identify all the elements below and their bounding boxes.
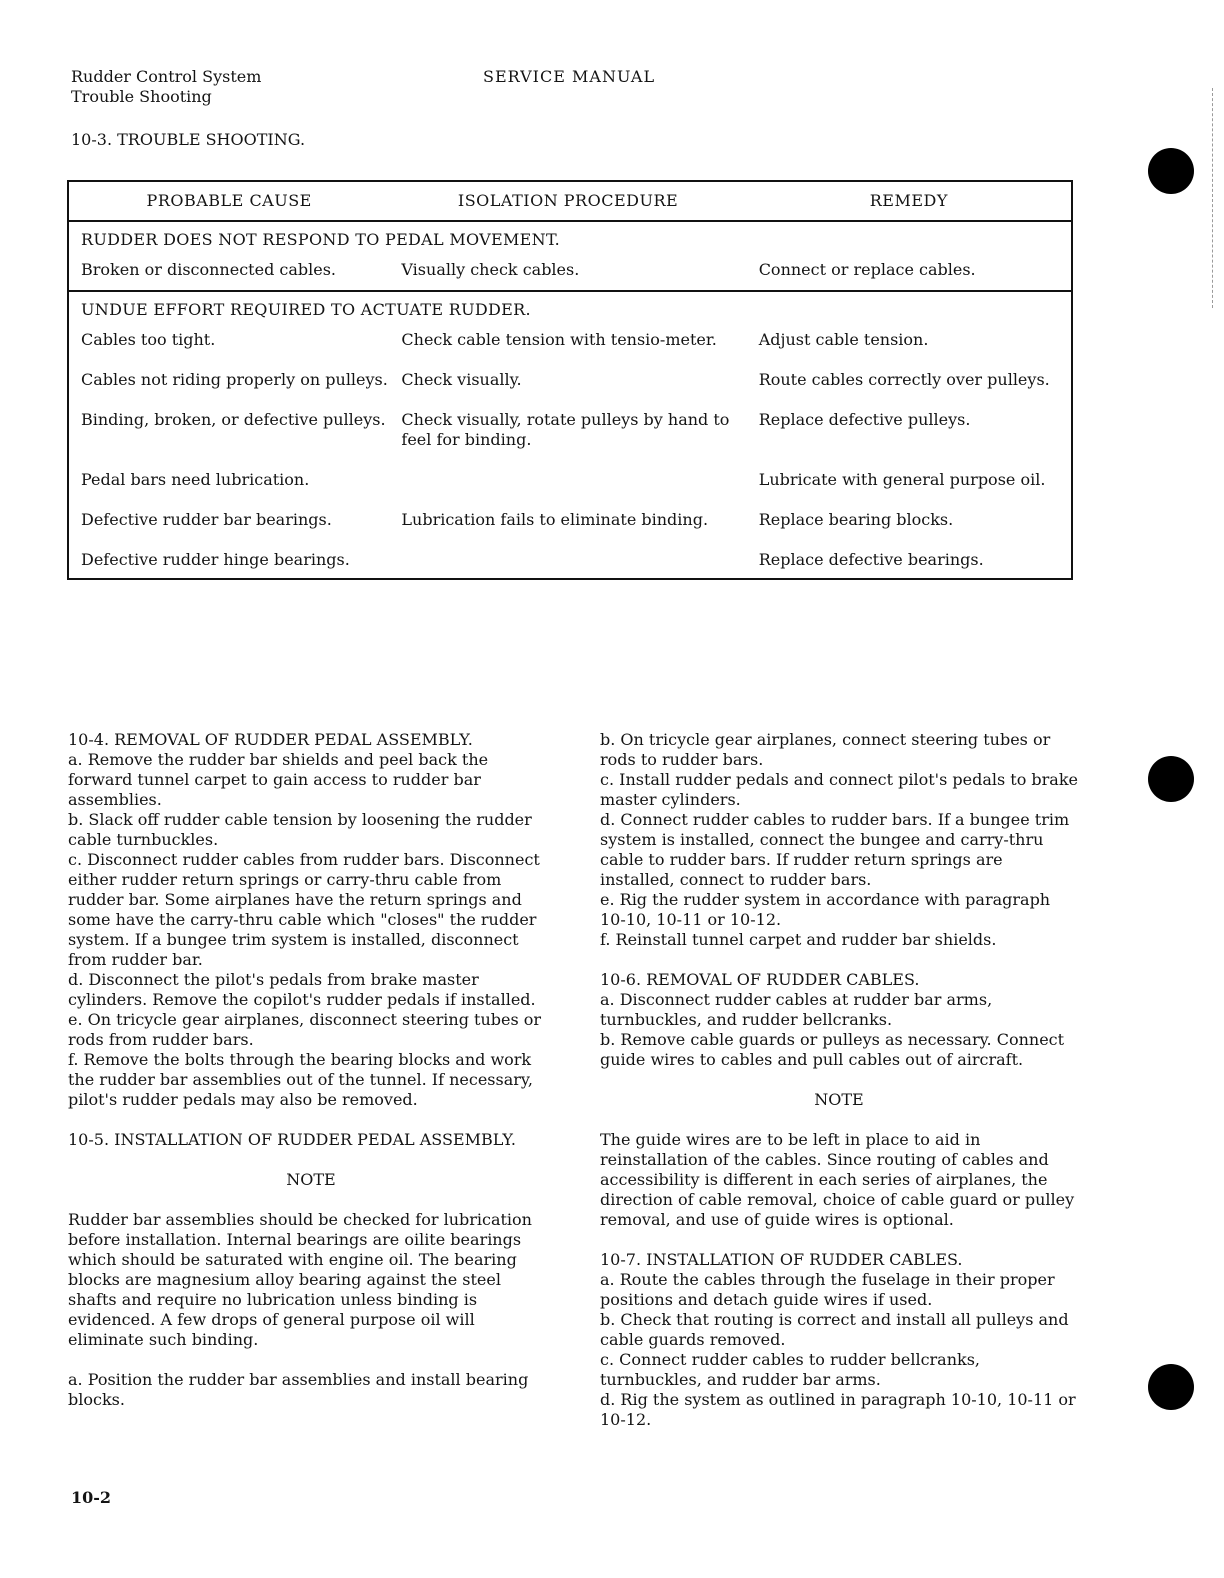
table-row: [68, 410, 1072, 470]
table-header-row: [68, 181, 1072, 221]
group-title: RUDDER DOES NOT RESPOND TO PEDAL MOVEMENT.: [81, 230, 560, 249]
section-title-trouble-shooting: 10-3. TROUBLE SHOOTING.: [71, 130, 306, 149]
table-row: [68, 370, 1072, 410]
table-row: [68, 260, 1072, 291]
heading-10-5: 10-5. INSTALLATION OF RUDDER PEDAL ASSEMBLY.: [68, 1130, 516, 1149]
table-row: [68, 330, 1072, 370]
cell-remedy: Connect or replace cables.: [747, 260, 1072, 291]
cell-cause: Cables too tight.: [81, 330, 216, 349]
cell-remedy: Replace defective bearings.: [758, 550, 984, 569]
cell-procedure: Check cable tension with tensio-meter.: [401, 330, 717, 349]
binder-margin-line: [1212, 88, 1214, 308]
cell-cause: Broken or disconnected cables.: [68, 260, 389, 291]
step-10-4-a: a. Remove the rudder bar shields and peel back the forward tunnel carpet to gain access to rudder bar assemblies.: [68, 750, 489, 809]
step-10-5-e: e. Rig the rudder system in accordance with paragraph 10-10, 10-11 or 10-12.: [600, 890, 1051, 929]
running-header-left: [71, 67, 261, 107]
note-body-10-5: Rudder bar assemblies should be checked for lubrication before installation. Internal bearings are oilite bearings which should be saturated with engine oil. The bearing blocks are magnesium alloy bearing against the steel shafts and require no lubrication unless binding is evidenced. A few drops of general purpose oil will eliminate such binding.: [68, 1210, 532, 1349]
step-10-5-d: d. Connect rudder cables to rudder bars. If a bungee trim system is installed, connect the bungee and carry-thru cable to rudder bars. If rudder return springs are installed, connect to rudder bars.: [600, 810, 1070, 889]
step-10-5-c: c. Install rudder pedals and connect pilot's pedals to brake master cylinders.: [600, 770, 1079, 809]
step-10-7-b: b. Check that routing is correct and install all pulleys and cable guards removed.: [600, 1310, 1069, 1349]
column-header-remedy: REMEDY: [747, 181, 1072, 221]
table-group-row: [68, 221, 1072, 260]
cell-procedure: [389, 470, 746, 510]
header-manual-title: SERVICE MANUAL: [483, 67, 656, 86]
cell-remedy: Replace bearing blocks.: [758, 510, 954, 529]
step-10-6-a: a. Disconnect rudder cables at rudder bar arms, turnbuckles, and rudder bellcranks.: [600, 990, 993, 1029]
cell-cause: Pedal bars need lubrication.: [81, 470, 310, 489]
cell-remedy: Lubricate with general purpose oil.: [758, 470, 1046, 489]
table-row: [68, 510, 1072, 550]
column-header-isolation-procedure: ISOLATION PROCEDURE: [389, 181, 746, 221]
step-10-7-d: d. Rig the system as outlined in paragraph 10-10, 10-11 or 10-12.: [600, 1390, 1076, 1429]
table-row: [68, 550, 1072, 579]
right-column: [600, 730, 1078, 1430]
step-10-6-b: b. Remove cable guards or pulleys as necessary. Connect guide wires to cables and pull cables out of aircraft.: [600, 1030, 1065, 1069]
header-system-title: Rudder Control System: [71, 67, 262, 86]
column-header-probable-cause: PROBABLE CAUSE: [68, 181, 389, 221]
step-10-4-f: f. Remove the bolts through the bearing blocks and work the rudder bar assemblies out of the tunnel. If necessary, pilot's rudder pedals may also be removed.: [68, 1050, 533, 1109]
cell-procedure: Check visually, rotate pulleys by hand to feel for binding.: [401, 410, 730, 449]
trouble-shooting-table: [67, 180, 1073, 580]
table-row: [68, 470, 1072, 510]
cell-cause: Cables not riding properly on pulleys.: [81, 370, 388, 389]
cell-remedy: Route cables correctly over pulleys.: [758, 370, 1050, 389]
heading-10-7: 10-7. INSTALLATION OF RUDDER CABLES.: [600, 1250, 963, 1269]
step-10-7-a: a. Route the cables through the fuselage in their proper positions and detach guide wires if used.: [600, 1270, 1055, 1309]
left-column: [68, 730, 554, 1410]
cell-remedy: Replace defective pulleys.: [758, 410, 971, 429]
heading-10-6: 10-6. REMOVAL OF RUDDER CABLES.: [600, 970, 920, 989]
step-10-5-b: b. On tricycle gear airplanes, connect steering tubes or rods to rudder bars.: [600, 730, 1051, 769]
step-10-4-b: b. Slack off rudder cable tension by loosening the rudder cable turnbuckles.: [68, 810, 532, 849]
header-subtitle: Trouble Shooting: [71, 87, 212, 106]
note-title-10-6: NOTE: [814, 1090, 864, 1109]
step-10-4-c: c. Disconnect rudder cables from rudder bars. Disconnect either rudder return springs or carry-thru cable from rudder bar. Some airplanes have the return springs and some have the carry-thru cable which "closes" the rudder system. If a bungee trim system is installed, disconnect from rudder bar.: [68, 850, 540, 969]
cell-cause: Binding, broken, or defective pulleys.: [81, 410, 386, 429]
step-10-4-e: e. On tricycle gear airplanes, disconnect steering tubes or rods from rudder bars.: [68, 1010, 542, 1049]
cell-cause: Defective rudder hinge bearings.: [81, 550, 350, 569]
step-10-5-f: f. Reinstall tunnel carpet and rudder bar shields.: [600, 930, 997, 949]
punch-hole-bottom: [1148, 1364, 1194, 1410]
table-group-row: [68, 291, 1072, 330]
cell-procedure: Check visually.: [401, 370, 522, 389]
cell-procedure: Lubrication fails to eliminate binding.: [401, 510, 709, 529]
note-body-10-6: The guide wires are to be left in place to aid in reinstallation of the cables. Since routing of cables and accessibility is different in each series of airplanes, the direction of cable removal, choice of cable guard or pulley removal, and use of guide wires is optional.: [600, 1130, 1075, 1229]
heading-10-4: 10-4. REMOVAL OF RUDDER PEDAL ASSEMBLY.: [68, 730, 473, 749]
page-number: 10-2: [71, 1488, 112, 1507]
cell-procedure: [389, 550, 746, 579]
step-10-4-d: d. Disconnect the pilot's pedals from brake master cylinders. Remove the copilot's rudder pedals if installed.: [68, 970, 536, 1009]
cell-procedure: Visually check cables.: [389, 260, 746, 291]
note-title-10-5: NOTE: [286, 1170, 336, 1189]
step-10-5-a: a. Position the rudder bar assemblies and install bearing blocks.: [68, 1370, 529, 1409]
group-title: UNDUE EFFORT REQUIRED TO ACTUATE RUDDER.: [81, 300, 531, 319]
punch-hole-middle: [1148, 756, 1194, 802]
cell-cause: Defective rudder bar bearings.: [81, 510, 332, 529]
cell-remedy: Adjust cable tension.: [758, 330, 929, 349]
step-10-7-c: c. Connect rudder cables to rudder bellcranks, turnbuckles, and rudder bar arms.: [600, 1350, 981, 1389]
punch-hole-top: [1148, 148, 1194, 194]
